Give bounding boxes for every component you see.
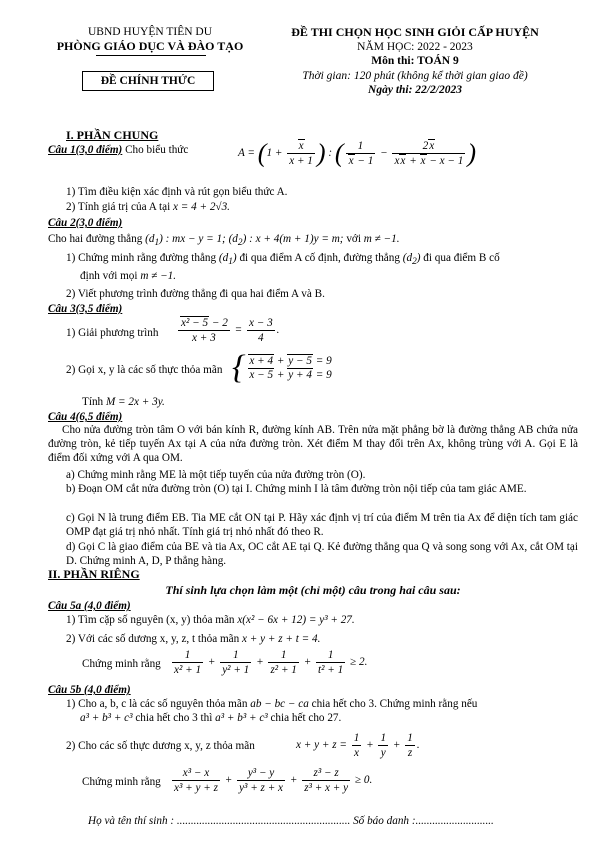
q5b-label: Câu 5b (4,0 điểm) [48, 684, 131, 696]
q1-formula: A = (1 + $\frac{x}{x + 1}$ ) : ( $\frac{1}{x - 1}$ − $\frac{2x}{xx + x - x - 1}$ ) [238, 138, 477, 168]
q2-item1: 1) Chứng minh rằng đường thẳng $(d_1)$ đi qua điểm A cố định, đường thẳng $(d_2)$ đi qua điểm B cố định với mọi m ≠ −1. [66, 252, 500, 282]
q5a-prove: Chứng minh rằng $\frac{1}{\text{x² + 1}}$ + $\frac{1}{\text{y² + 1}}$ + $\frac{1}{\text{z² + 1}}$ + $\frac{1}{\text{t² + 1}}$ ≥ 2. [82, 649, 368, 676]
q1-intro: Cho biểu thức [125, 144, 189, 156]
header-left-rule [96, 55, 206, 56]
q5a-label: Câu 5a (4,0 điểm) [48, 600, 131, 612]
q4-label: Câu 4(6,5 điểm) [48, 411, 123, 423]
q2-label: Câu 2(3,0 điểm) [48, 217, 123, 229]
q1-label: Câu 1(3,0 điểm) [48, 144, 123, 156]
footer [88, 814, 494, 828]
department-name: UBND HUYỆN TIÊN DU [87, 26, 213, 38]
subject: Môn thi: TOÁN 9 [371, 55, 459, 68]
candidate-name-field[interactable]: .............................................................. [176, 815, 351, 827]
q1-item1: 1) Tìm điều kiện xác định và rút gọn biểu thức A. [66, 186, 288, 198]
candidate-id-label: Số báo danh [353, 815, 410, 827]
q1-item2: 2) Tính giá trị của A tại x = 4 + 2√3. [66, 201, 230, 213]
q3-item1: 1) Giải phương trình $\frac{\text{x² − 5 − 2}}{x + 3}$ = $\frac{x - 3}{4}$ . [66, 317, 280, 344]
q5b-item1: 1) Cho a, b, c là các số nguyên thỏa mãn ab − bc − ca chia hết cho 3. Chứng minh rằng nếu a³ + b³ + c³ chia hết cho 3 thì a³ + b³ + c³ chia hết cho 27. [66, 698, 478, 724]
q3-item2: 2) Gọi x, y là các số thực thỏa mãn { x + 4 + y − 5 = 9 x − 5 + y + 4 = 9 [66, 349, 332, 386]
header-right [265, 25, 565, 98]
q1 [48, 138, 578, 179]
duration: Thời gian: 120 phút (không kể thời gian giao đề) [302, 69, 528, 82]
q5b-item2: 2) Cho các số thực dương x, y, z thỏa mãn x + y + z = $\frac{1}{x}$ + $\frac{1}{y}$ + $\frac{1}{z}$ . [66, 732, 420, 759]
q4-d: d) Gọi C là giao điểm của BE và tia Ax, OC cắt AE tại Q. Kẻ đường thẳng qua Q và song song với Ax, cắt OM tại D. Chứng minh A, D, P thẳng hàng. [66, 541, 578, 567]
part1-title: I. PHẦN CHUNG [66, 128, 159, 142]
q5a-item2: 2) Với các số dương x, y, z, t thỏa mãn x + y + z + t = 4. [66, 633, 321, 645]
q4-b: b) Đoạn OM cắt nửa đường tròn (O) tại I. Chứng minh I là tâm đường tròn nội tiếp của tam giác AME. [66, 483, 527, 495]
candidate-id-field[interactable]: :............................ [411, 815, 494, 827]
exam-date: Ngày thi: 22/2/2023 [368, 84, 462, 97]
q3-item2b: Tính M = 2x + 3y. [82, 396, 165, 408]
part2-instruction: Thí sinh lựa chọn làm một (chỉ một) câu trong hai câu sau: [165, 583, 461, 597]
q4-c: c) Gọi N là trung điểm EB. Tia ME cắt ON tại P. Hãy xác định vị trí của điểm M trên tia Ax để diện tích tam giác OMP đạt giá trị nhỏ nhất. Tính giá trị nhỏ nhất đó theo R. [66, 512, 578, 538]
q2-intro: Cho hai đường thẳng $(d_1)$ : mx − y = 1; $(d_2)$ : x + 4(m + 1)y = m; với m ≠ −1. [48, 233, 400, 249]
q4-text: Cho nửa đường tròn tâm O với bán kính R, đường kính AB. Trên nửa mặt phẳng bờ là đường thẳng AB chứa nửa đường tròn, kẻ tiếp tuyến Ax tại A của nửa đường tròn. Xét điểm M thay đổi trên Ax, không trùng với A. Gọi E là điểm đối xứng với A qua OM. [48, 424, 578, 464]
q3-label: Câu 3(3,5 điểm) [48, 303, 123, 315]
school-year: NĂM HỌC: 2022 - 2023 [357, 41, 473, 53]
office-name: PHÒNG GIÁO DỤC VÀ ĐÀO TẠO [56, 39, 244, 54]
official-badge: ĐỀ CHÍNH THỨC [82, 71, 214, 91]
exam-title: ĐỀ THI CHỌN HỌC SINH GIỎI CẤP HUYỆN [291, 25, 539, 39]
header-left [40, 25, 260, 54]
q5b-prove: Chứng minh rằng $\frac{\text{x³ − x}}{\text{x³ + y + z}}$ + $\frac{\text{y³ − y}}{\text{y³ + z + x}}$ + $\frac{\text{z³ − z}}{\text{z³ + x + y}}$ ≥ 0. [82, 767, 373, 794]
candidate-name-label: Họ và tên thí sinh : [88, 815, 175, 827]
q2-item2: 2) Viết phương trình đường thẳng đi qua hai điểm A và B. [66, 288, 325, 300]
q5a-item1: 1) Tìm cặp số nguyên (x, y) thỏa mãn x(x² − 6x + 12) = y³ + 27. [66, 614, 355, 626]
q4-a: a) Chứng minh rằng ME là một tiếp tuyến của nửa đường tròn (O). [66, 469, 366, 481]
part2-title: II. PHẦN RIÊNG [48, 567, 140, 581]
